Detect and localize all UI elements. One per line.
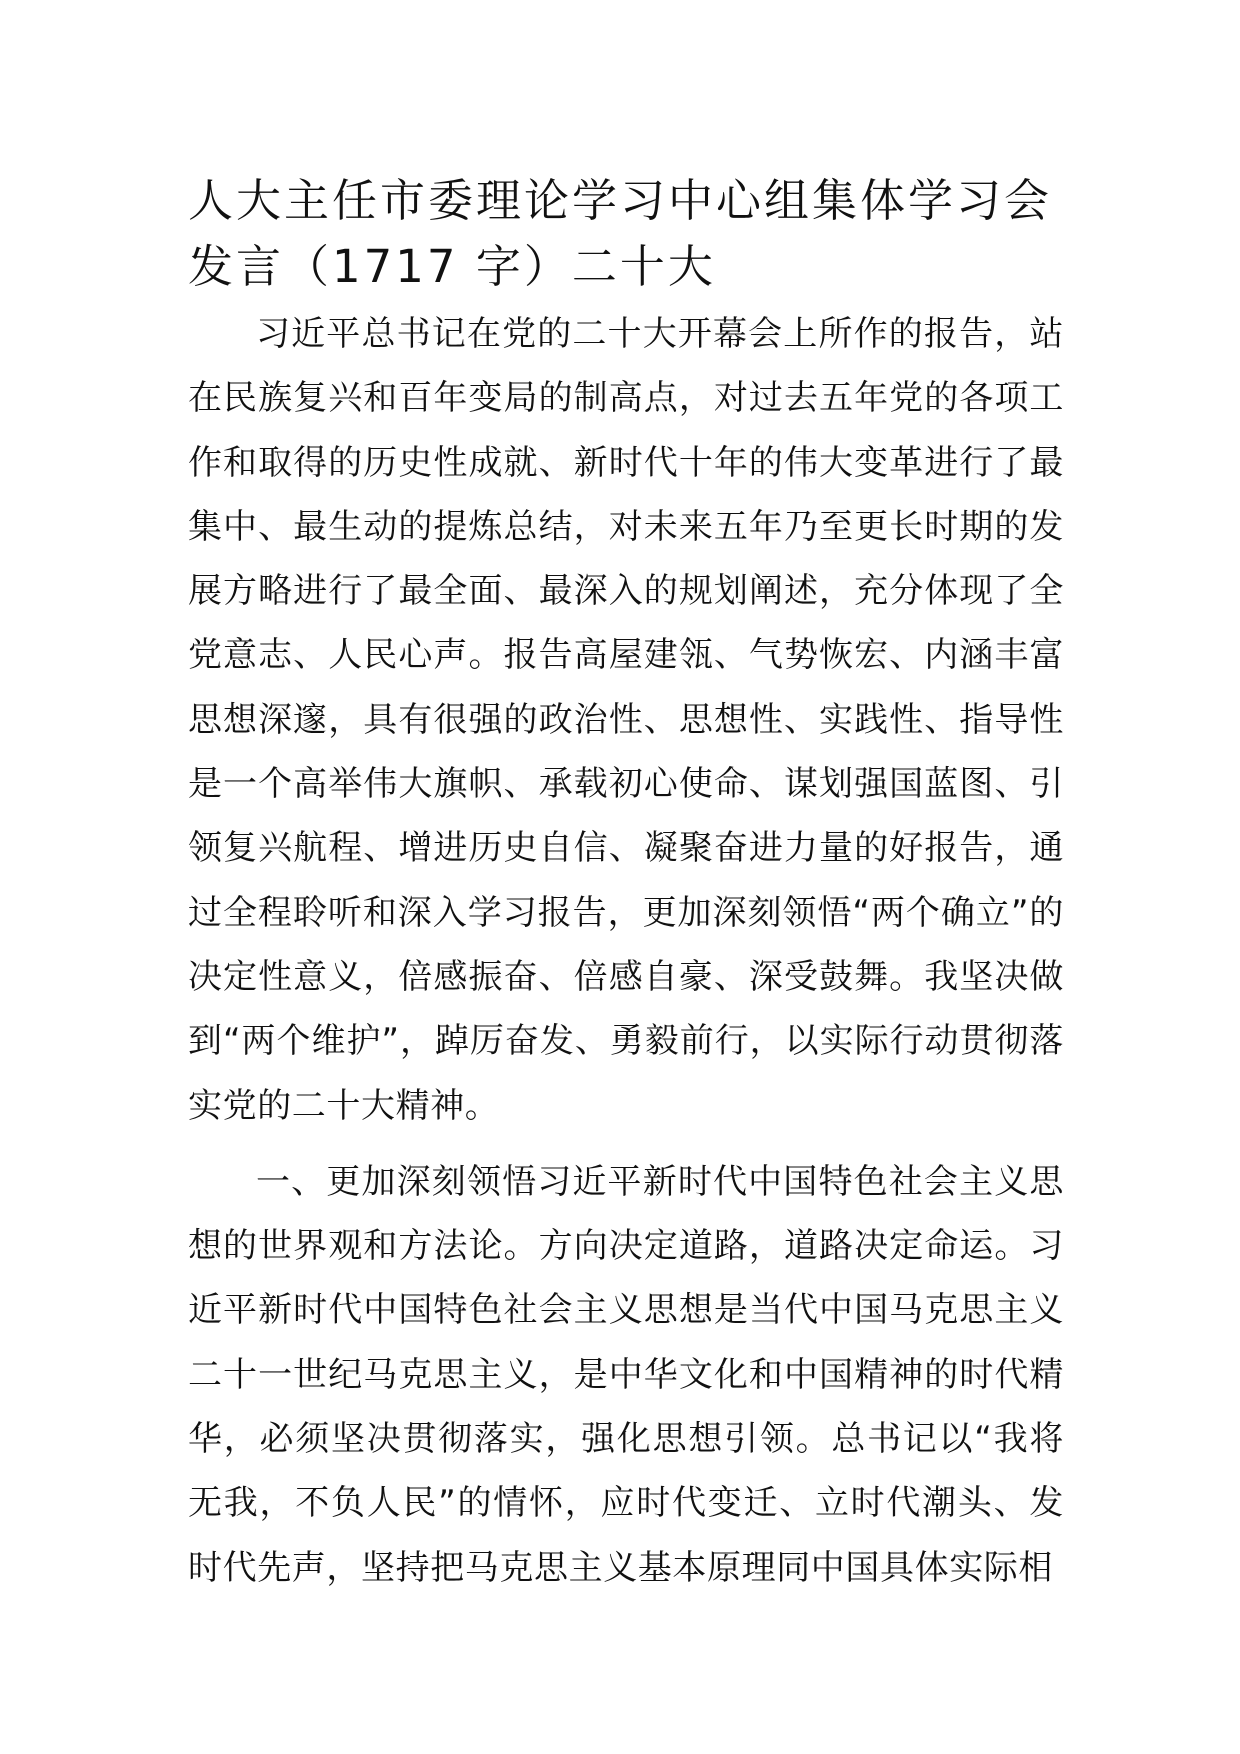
paragraph-introduction: 习近平总书记在党的二十大开幕会上所作的报告，站在民族复兴和百年变局的制高点，对过去五年党的各项工作和取得的历史性成就、新时代十年的伟大变革进行了最集中、最生动的提炼总结，对未来五年乃至更长时期的发展方略进行了最全面、最深入的规划阐述，充分体现了全党意志、人民心声。报告高屋建瓴、气势恢宏、内涵丰富思想深邃，具有很强的政治性、思想性、实践性、指导性是一个高举伟大旗帜、承载初心使命、谋划强国蓝图、引领复兴航程、增进历史自信、凝聚奋进力量的好报告，通过全程聆听和深入学习报告，更加深刻领悟“两个确立”的决定性意义，倍感振奋、倍感自豪、深受鼓舞。我坚决做到“两个维护”，踔厉奋发、勇毅前行，以实际行动贯彻落实党的二十大精神。: [188, 314, 1064, 1126]
document-body: [188, 168, 1064, 1600]
document-title: 人大主任市委理论学习中心组集体学习会发言（1717 字）二十大: [188, 174, 1053, 293]
paragraph-section-one: 一、更加深刻领悟习近平新时代中国特色社会主义思想的世界观和方法论。方向决定道路，道路决定命运。习近平新时代中国特色社会主义思想是当代中国马克思主义二十一世纪马克思主义，是中华文化和中国精神的时代精华，必须坚决贯彻落实，强化思想引领。总书记以“我将无我，不负人民”的情怀，应时代变迁、立时代潮头、发时代先声，坚持把马克思主义基本原理同中国具体实际相: [188, 1161, 1064, 1588]
